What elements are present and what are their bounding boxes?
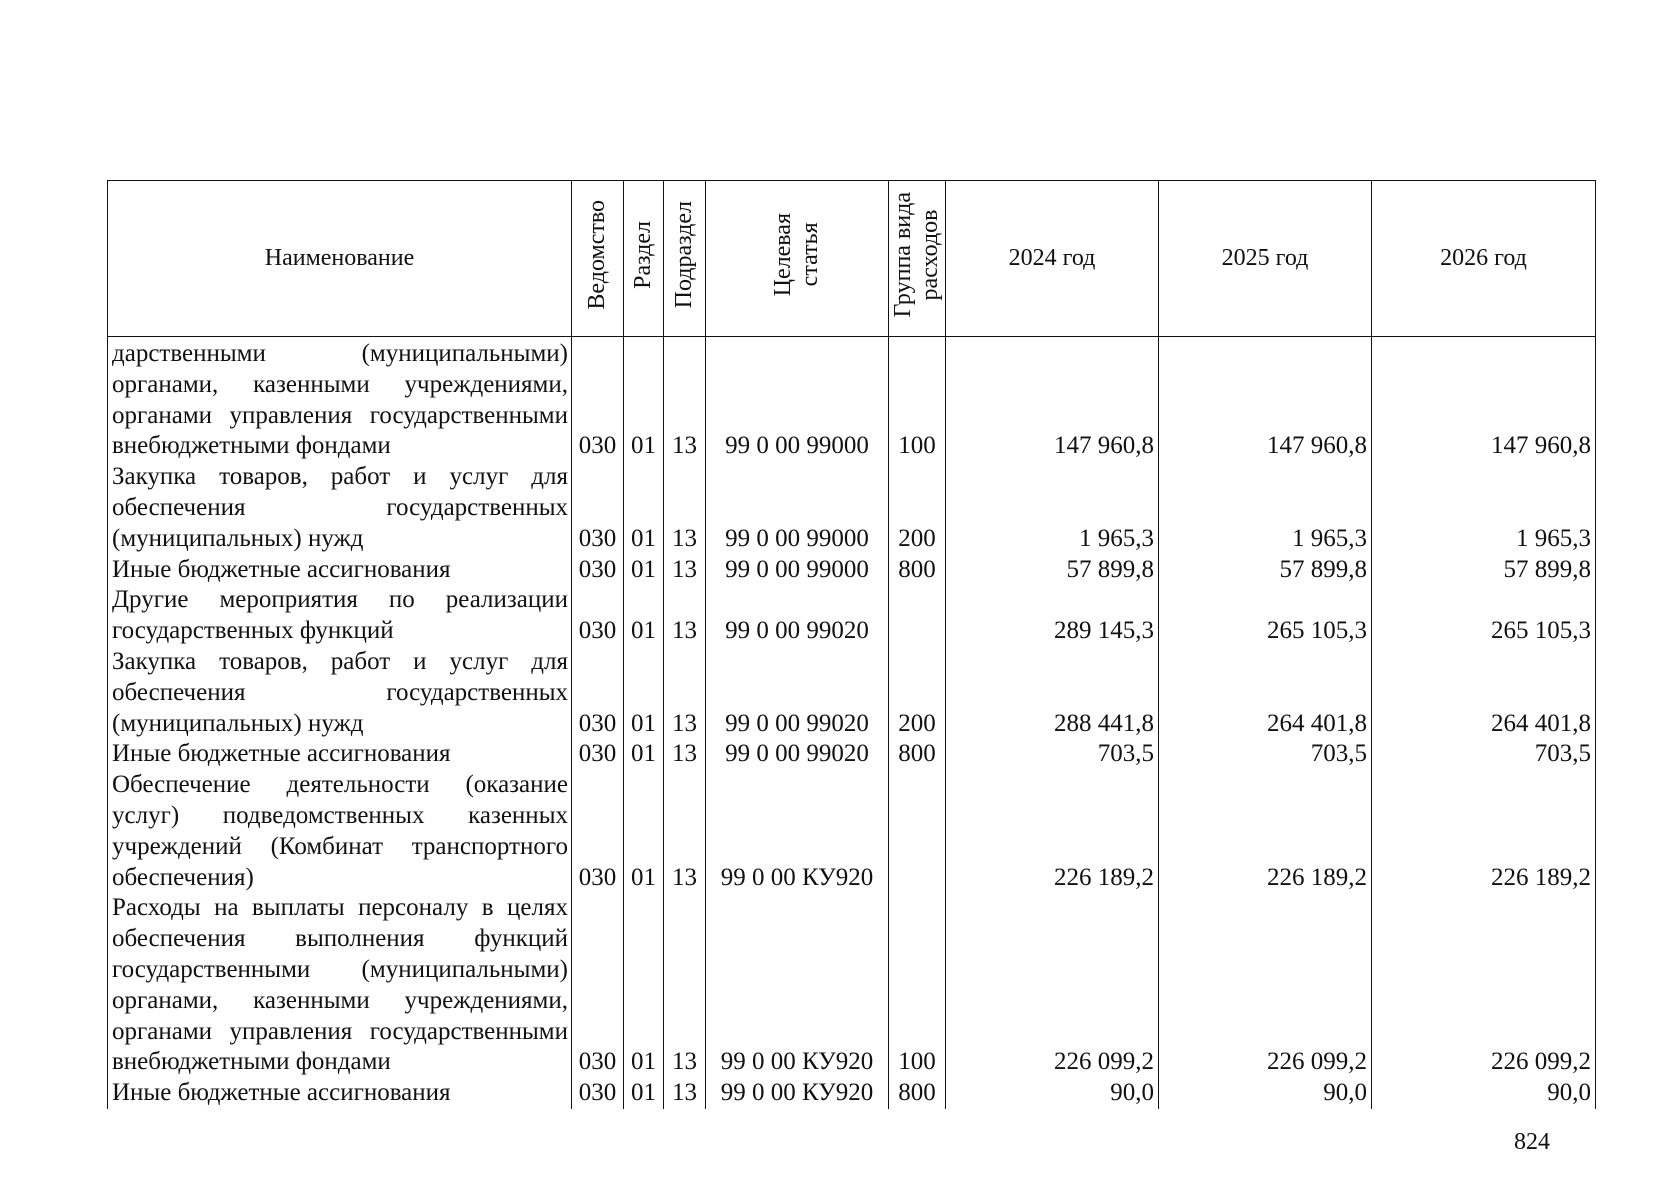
cell-year-2024: 147 960,8	[946, 337, 1159, 463]
cell-year-2026: 226 099,2	[1372, 893, 1596, 1078]
cell-razdel: 01	[624, 770, 664, 893]
cell-year-2025: 1 965,3	[1159, 462, 1372, 554]
cell-podrazdel: 13	[664, 893, 706, 1078]
cell-razdel: 01	[624, 647, 664, 739]
cell-year-2026: 226 189,2	[1372, 770, 1596, 893]
header-celevaya-line1: Целевая	[770, 213, 796, 297]
cell-gruppa-vida-rashodov: 200	[889, 647, 946, 739]
table-row	[108, 1078, 1596, 1109]
cell-year-2026: 57 899,8	[1372, 555, 1596, 586]
header-celevaya-statya-label	[770, 213, 824, 296]
cell-podrazdel: 13	[664, 770, 706, 893]
cell-year-2026: 90,0	[1372, 1078, 1596, 1109]
cell-name: Иные бюджетные ассигнования	[108, 739, 572, 770]
cell-celevaya-statya: 99 0 00 99000	[706, 555, 889, 586]
cell-year-2026: 265 105,3	[1372, 585, 1596, 647]
cell-year-2024: 90,0	[946, 1078, 1159, 1109]
cell-name: Обеспечение деятельности (оказание услуг) подведомственных казенных учреждений (Комбинат транспортного обеспечения)	[108, 770, 572, 893]
cell-year-2024: 57 899,8	[946, 555, 1159, 586]
cell-year-2025: 703,5	[1159, 739, 1372, 770]
cell-year-2024: 226 099,2	[946, 893, 1159, 1078]
header-podrazdel-label: Подраздел	[671, 201, 697, 309]
cell-celevaya-statya: 99 0 00 99000	[706, 462, 889, 554]
header-gruppa-line2: расходов	[917, 209, 943, 301]
header-razdel	[624, 181, 664, 337]
cell-name: Другие мероприятия по реализации государственных функций	[108, 585, 572, 647]
cell-name: дарственными (муниципальными) органами, казенными учреждениями, органами управления государственными внебюджетными фондами	[108, 337, 572, 463]
cell-celevaya-statya: 99 0 00 99000	[706, 337, 889, 463]
cell-podrazdel: 13	[664, 647, 706, 739]
cell-year-2025: 57 899,8	[1159, 555, 1372, 586]
cell-razdel: 01	[624, 337, 664, 463]
cell-celevaya-statya: 99 0 00 99020	[706, 739, 889, 770]
header-gruppa-label	[890, 192, 944, 317]
cell-vedomstvo: 030	[572, 337, 624, 463]
header-podrazdel	[664, 181, 706, 337]
cell-vedomstvo: 030	[572, 1078, 624, 1109]
cell-vedomstvo: 030	[572, 647, 624, 739]
cell-podrazdel: 13	[664, 337, 706, 463]
cell-celevaya-statya: 99 0 00 КУ920	[706, 770, 889, 893]
cell-name: Иные бюджетные ассигнования	[108, 555, 572, 586]
table-row	[108, 739, 1596, 770]
cell-vedomstvo: 030	[572, 739, 624, 770]
table-header-row	[108, 181, 1596, 337]
header-year-2026-label: 2026 год	[1440, 245, 1527, 271]
header-year-2024	[946, 181, 1159, 337]
cell-vedomstvo: 030	[572, 585, 624, 647]
table-row	[108, 462, 1596, 554]
cell-year-2025: 265 105,3	[1159, 585, 1372, 647]
header-name	[108, 181, 572, 337]
cell-gruppa-vida-rashodov: 100	[889, 337, 946, 463]
header-gruppa-vida-rashodov	[889, 181, 946, 337]
cell-podrazdel: 13	[664, 585, 706, 647]
cell-razdel: 01	[624, 585, 664, 647]
cell-gruppa-vida-rashodov: 800	[889, 555, 946, 586]
header-name-label: Наименование	[264, 245, 415, 271]
cell-year-2025: 264 401,8	[1159, 647, 1372, 739]
table-row	[108, 337, 1596, 463]
cell-name: Закупка товаров, работ и услуг для обеспечения государственных (муниципальных) нужд	[108, 647, 572, 739]
cell-vedomstvo: 030	[572, 462, 624, 554]
cell-celevaya-statya: 99 0 00 КУ920	[706, 893, 889, 1078]
header-vedomstvo	[572, 181, 624, 337]
cell-year-2026: 1 965,3	[1372, 462, 1596, 554]
header-gruppa-line1: Группа вида	[890, 192, 916, 318]
page-number: 824	[1514, 1129, 1550, 1155]
cell-razdel: 01	[624, 739, 664, 770]
header-celevaya-statya	[706, 181, 889, 337]
cell-year-2025: 226 189,2	[1159, 770, 1372, 893]
table-body	[108, 337, 1596, 1109]
cell-gruppa-vida-rashodov: 800	[889, 739, 946, 770]
cell-vedomstvo: 030	[572, 770, 624, 893]
cell-year-2026: 264 401,8	[1372, 647, 1596, 739]
cell-gruppa-vida-rashodov: 200	[889, 462, 946, 554]
header-year-2026	[1372, 181, 1596, 337]
cell-gruppa-vida-rashodov	[889, 585, 946, 647]
cell-vedomstvo: 030	[572, 893, 624, 1078]
header-year-2025-label: 2025 год	[1221, 245, 1309, 271]
cell-year-2025: 226 099,2	[1159, 893, 1372, 1078]
table-row	[108, 585, 1596, 647]
table-row	[108, 893, 1596, 1078]
header-celevaya-line2: статья	[797, 223, 823, 287]
cell-razdel: 01	[624, 893, 664, 1078]
cell-razdel: 01	[624, 1078, 664, 1109]
cell-year-2024: 288 441,8	[946, 647, 1159, 739]
cell-gruppa-vida-rashodov	[889, 770, 946, 893]
cell-year-2024: 226 189,2	[946, 770, 1159, 893]
table-row	[108, 770, 1596, 893]
table-row	[108, 555, 1596, 586]
cell-gruppa-vida-rashodov: 800	[889, 1078, 946, 1109]
cell-celevaya-statya: 99 0 00 КУ920	[706, 1078, 889, 1109]
cell-name: Закупка товаров, работ и услуг для обеспечения государственных (муниципальных) нужд	[108, 462, 572, 554]
table-row	[108, 647, 1596, 739]
cell-podrazdel: 13	[664, 555, 706, 586]
header-year-2024-label: 2024 год	[1008, 245, 1096, 271]
header-razdel-label: Раздел	[630, 221, 656, 289]
cell-year-2026: 147 960,8	[1372, 337, 1596, 463]
cell-year-2024: 703,5	[946, 739, 1159, 770]
header-year-2025	[1159, 181, 1372, 337]
cell-year-2024: 289 145,3	[946, 585, 1159, 647]
budget-table	[107, 180, 1596, 1109]
cell-gruppa-vida-rashodov: 100	[889, 893, 946, 1078]
cell-razdel: 01	[624, 555, 664, 586]
cell-podrazdel: 13	[664, 739, 706, 770]
cell-year-2026: 703,5	[1372, 739, 1596, 770]
cell-name: Расходы на выплаты персоналу в целях обеспечения выполнения функций государственными (муниципальными) органами, казенными учреждениями, органами управления государственными внебюджетными фондами	[108, 893, 572, 1078]
cell-podrazdel: 13	[664, 462, 706, 554]
header-vedomstvo-label: Ведомство	[584, 200, 610, 310]
cell-year-2025: 90,0	[1159, 1078, 1372, 1109]
cell-year-2025: 147 960,8	[1159, 337, 1372, 463]
cell-celevaya-statya: 99 0 00 99020	[706, 647, 889, 739]
cell-name: Иные бюджетные ассигнования	[108, 1078, 572, 1109]
cell-vedomstvo: 030	[572, 555, 624, 586]
cell-celevaya-statya: 99 0 00 99020	[706, 585, 889, 647]
cell-razdel: 01	[624, 462, 664, 554]
cell-year-2024: 1 965,3	[946, 462, 1159, 554]
cell-podrazdel: 13	[664, 1078, 706, 1109]
